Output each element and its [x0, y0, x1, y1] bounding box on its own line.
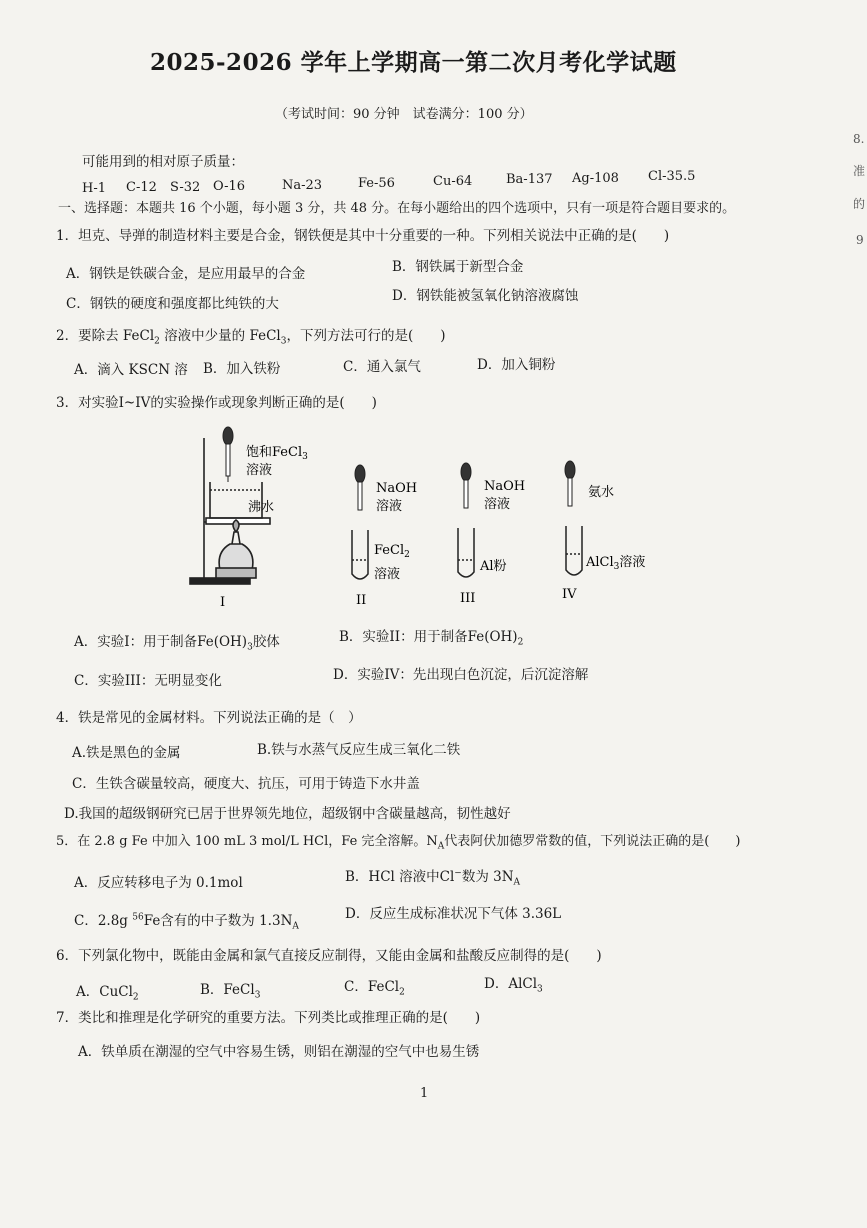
question-2-option-a: A．滴入 KSCN 溶 [74, 362, 188, 378]
atomic-mass: Cu-64 [433, 174, 473, 189]
label-ammonia: 氨水 [588, 485, 615, 500]
atomic-mass-intro: 可能用到的相对原子质量： [82, 154, 244, 170]
question-2-stem-text: 溶液中少量的 FeCl [159, 328, 281, 344]
question-3-option-a: A．实验I：用于制备$Fe(OH)_3$胶体 [74, 634, 280, 653]
margin-mark: 的 [853, 197, 866, 211]
question-5-option-b: B．HCl 溶液中Cl−数为 $3N_A$ [345, 868, 521, 888]
label-solution-fecl2: 溶液 [374, 567, 401, 582]
question-7-stem: 7．类比和推理是化学研究的重要方法。下列类比或推理正确的是( ) [56, 1010, 481, 1026]
question-5-option-c: C．2.8g $^{56}$Fe含有的中子数为 $1.3N_A$ [74, 912, 299, 932]
question-4-option-b: B.铁与水蒸气反应生成三氧化二铁 [257, 742, 461, 758]
question-6-option-b: B．FeCl$_3$ [200, 982, 261, 1001]
question-5-option-b-text: B．HCl 溶液中Cl [345, 869, 455, 885]
label-experiment-4: IV [562, 587, 577, 602]
test-tube-2 [352, 530, 368, 579]
question-6-option-d: D．AlCl$_3$ [484, 976, 543, 995]
exam-title: 2025-2026 学年上学期高一第二次月考化学试题 [150, 49, 677, 76]
atomic-mass: Ba-137 [506, 172, 553, 187]
margin-mark: 8. [853, 132, 865, 146]
margin-mark: 准 [853, 164, 866, 178]
question-4-option-d: D.我国的超级钢研究已居于世界领先地位，超级钢中含碳量越高，韧性越好 [64, 806, 511, 822]
question-5-option-a: A．反应转移电子为 0.1mol [74, 875, 243, 891]
dropper-1 [223, 427, 233, 482]
question-3-option-c: C．实验III：无明显变化 [74, 673, 222, 689]
label-naoh-3: NaOH [484, 479, 526, 494]
margin-mark: 9 [856, 233, 864, 247]
question-5-stem-tail: 代表阿伏加德罗常数的值，下列说法正确的是( ) [444, 834, 741, 849]
label-experiment-1: I [220, 595, 226, 610]
question-3-option-b: B．实验II：用于制备$Fe(OH)_2$ [339, 629, 524, 648]
label-experiment-2: II [356, 593, 367, 608]
question-4-option-a: A.铁是黑色的金属 [72, 745, 181, 761]
atomic-mass: S-32 [170, 180, 201, 195]
isotope-mass-number: 56 [132, 912, 144, 923]
question-3-option-a-tail: 胶体 [252, 634, 280, 650]
question-1-option-c: C．钢铁的硬度和强度都比纯铁的大 [66, 296, 279, 312]
dropper-4 [565, 461, 575, 506]
dropper-3 [461, 463, 471, 508]
question-5-option-c-mid: Fe含有的中子数为 1.3N [143, 913, 293, 929]
atomic-mass: O-16 [213, 179, 246, 194]
question-5-option-b-tail: 数为 3N [461, 869, 514, 885]
atomic-mass: Na-23 [282, 178, 323, 193]
label-solution: 溶液 [246, 463, 273, 478]
question-6-stem: 6．下列氯化物中，既能由金属和氯气直接反应制得，又能由金属和盐酸反应制得的是( ) [56, 948, 602, 964]
question-2-option-c: C．通入氯气 [343, 359, 421, 375]
atomic-mass: Ag-108 [572, 171, 619, 186]
label-solution-2: 溶液 [376, 499, 403, 514]
exam-subtitle: （考试时间：90 分钟 试卷满分：100 分） [275, 107, 533, 122]
question-2-stem-text: ，下列方法可行的是( ) [286, 328, 446, 344]
question-4-option-c: C．生铁含碳量较高，硬度大、抗压，可用于铸造下水井盖 [72, 776, 420, 792]
page-number: 1 [420, 1086, 429, 1101]
test-tube-4 [566, 526, 582, 575]
question-6-option-a-text: A．CuCl [76, 984, 133, 1000]
question-5-option-d: D．反应生成标准状况下气体 3.36L [345, 906, 562, 922]
question-2-stem: 2．要除去 FeCl$_2$ 溶液中少量的 FeCl$_3$，下列方法可行的是( ) [56, 328, 446, 347]
atomic-mass: Cl-35.5 [648, 169, 696, 184]
atomic-mass: H-1 [82, 181, 107, 196]
label-solution-3: 溶液 [484, 497, 511, 512]
question-4-stem: 4．铁是常见的金属材料。下列说法正确的是（ ） [56, 710, 362, 726]
experiment-figure [170, 420, 670, 620]
atomic-mass: C-12 [126, 180, 157, 195]
question-3-option-b-text: B．实验II：用于制备Fe(OH) [339, 629, 518, 645]
label-sat-fecl3: 饱和FeCl$_3$ [246, 445, 308, 462]
dropper-2 [355, 465, 365, 510]
question-6-option-d-text: D．AlCl [484, 976, 538, 992]
question-2-option-d: D．加入铜粉 [477, 357, 556, 373]
question-7-option-a: A．铁单质在潮湿的空气中容易生锈，则铝在潮湿的空气中也易生锈 [78, 1044, 480, 1060]
label-naoh-2: NaOH [376, 481, 418, 496]
label-fecl2: FeCl$_2$ [374, 543, 410, 560]
question-5-stem-text: 5．在 2.8 g Fe 中加入 100 mL 3 mol/L HCl，Fe 完全溶解。N [56, 834, 438, 849]
question-6-option-a: A．CuCl$_2$ [76, 984, 139, 1003]
question-1-option-a: A．钢铁是铁碳合金，是应用最早的合金 [66, 266, 306, 282]
question-3-option-d: D．实验IV：先出现白色沉淀，后沉淀溶解 [333, 667, 589, 683]
question-2-option-b: B．加入铁粉 [203, 361, 281, 377]
label-al-powder: Al粉 [480, 559, 507, 574]
question-1-option-d: D．钢铁能被氢氧化钠溶液腐蚀 [392, 288, 579, 304]
question-2-stem-text: 2．要除去 FeCl [56, 328, 155, 344]
label-boiling-water: 沸水 [248, 500, 275, 515]
question-6-option-b-text: B．FeCl [200, 982, 255, 998]
section-heading: 一、选择题：本题共 16 个小题，每小题 3 分，共 48 分。在每小题给出的四个选项中，只有一项是符合题目要求的。 [58, 201, 736, 216]
question-1-stem: 1．坦克、导弹的制造材料主要是合金，钢铁便是其中十分重要的一种。下列相关说法中正确的是( ) [56, 228, 670, 244]
atomic-mass: Fe-56 [358, 176, 395, 191]
question-3-stem: 3．对实验I~IV的实验操作或现象判断正确的是( ) [56, 395, 377, 411]
label-experiment-3: III [460, 591, 476, 606]
label-alcl3: AlCl$_3$溶液 [586, 555, 646, 572]
question-6-option-c-text: C．FeCl [344, 979, 400, 995]
question-3-option-a-text: A．实验I：用于制备Fe(OH) [74, 634, 248, 650]
question-5-stem: 5．在 2.8 g Fe 中加入 100 mL 3 mol/L HCl，Fe 完全溶解。$N_A$代表阿伏加德罗常数的值，下列说法正确的是( ) [56, 834, 741, 852]
question-6-option-c: C．FeCl$_2$ [344, 979, 405, 998]
test-tube-3 [458, 528, 474, 577]
question-1-option-b: B．钢铁属于新型合金 [392, 259, 524, 275]
question-5-option-c-text: C．2.8g [74, 913, 133, 929]
